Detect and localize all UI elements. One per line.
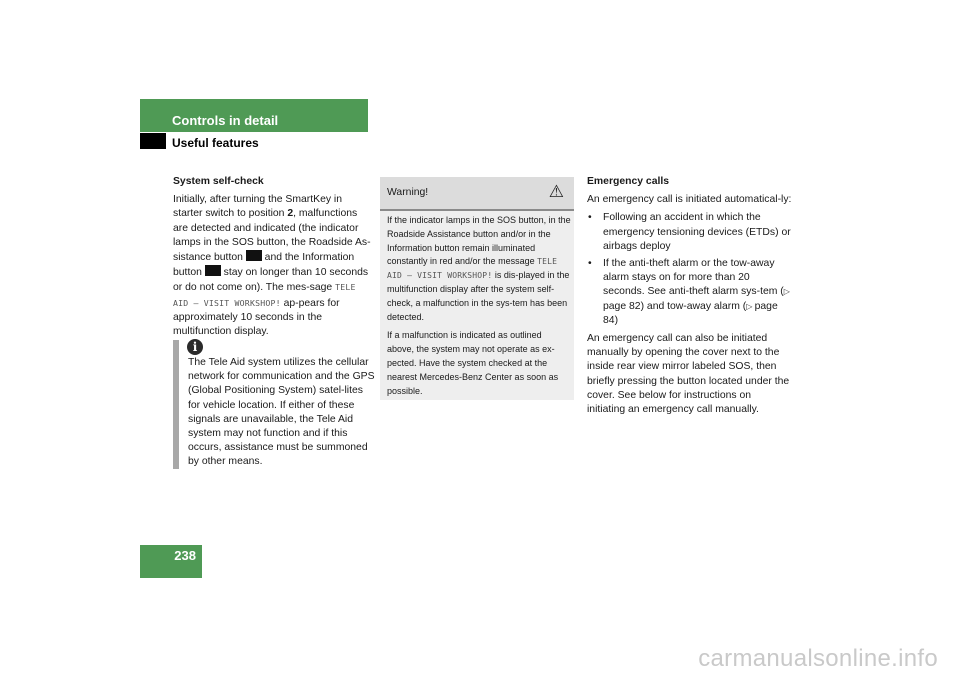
emergency-intro: An emergency call is initiated automatical-ly: <box>587 194 792 206</box>
warning-divider <box>380 209 574 211</box>
page-ref-link[interactable]: page 82 <box>603 300 641 312</box>
self-check-paragraph: Initially, after turning the SmartKey in starter switch to position 2, malfunctions are detected and indicated (the indicator lamps in the SOS button, the Roadside As-sistance button and the Information button stay on longer than 10 seconds or do not come on). The mes-sage TELE AID – VISIT WORKSHOP! ap-pears for approximately 10 seconds in the multifunction display. <box>173 194 371 338</box>
info-note <box>173 337 373 469</box>
page-number: 238 <box>174 548 196 563</box>
emergency-list <box>587 211 792 328</box>
list-item: • If the anti-theft alarm or the tow-away alarm stays on for more than 20 seconds. See anti-theft alarm sys-tem (▷ page 82) and tow-away alarm (▷ page 84) <box>588 258 790 326</box>
watermark: carmanualsonline.info <box>698 645 938 672</box>
roadside-assistance-button-icon <box>246 250 262 261</box>
display-message: TELE AID – VISIT WORKSHOP! <box>173 282 356 308</box>
information-button-icon <box>205 265 221 276</box>
emergency-calls-heading: Emergency calls <box>587 176 670 187</box>
warning-paragraph-2: If a malfunction is indicated as outlined above, the system may not operate as ex-pected. Have the system checked at the nearest Mercedes-Benz Center as soon as possible. <box>387 330 559 396</box>
page-ref-arrow-icon: ▷ <box>783 287 790 297</box>
display-message: TELE AID – VISIT WORKSHOP! <box>387 257 558 281</box>
warning-box <box>380 177 574 400</box>
system-self-check-heading: System self-check <box>173 176 264 187</box>
note-bar <box>173 340 179 469</box>
subsection-marker <box>140 133 166 149</box>
section-title: Controls in detail <box>172 113 279 128</box>
warning-title: Warning! <box>387 187 429 198</box>
warning-triangle-icon: ⚠ <box>548 182 564 201</box>
manual-call-paragraph: An emergency call can also be initiated manually by opening the cover next to the inside rear view mirror labeled SOS, then briefly pressing the button located under the cover. See below for instructions on initiating an emergency call manually. <box>587 333 790 416</box>
section-subtitle: Useful features <box>172 136 259 150</box>
right-column <box>587 175 792 421</box>
info-icon: i <box>187 339 203 355</box>
warning-header <box>380 177 574 209</box>
warning-body <box>387 214 571 403</box>
page-number-box <box>140 545 202 578</box>
warning-paragraph-1: If the indicator lamps in the SOS button, in the Roadside Assistance button and/or in the Information button remain illuminated constantly in red and/or the message TELE AID – VISIT WORKSHOP! is dis-played in the multifunction display after the system self-check, a malfunction in the sys-tem has been detected. <box>387 215 571 322</box>
left-column <box>173 175 373 343</box>
page-ref-link[interactable]: page 84 <box>603 300 778 326</box>
info-note-text: The Tele Aid system utilizes the cellular network for communication and the GPS (Global Positioning System) satel-lites for vehicle location. If either of these signals are unavailable, the Tele Aid system may not function and if this occurs, assistance must be summoned by other means. <box>188 357 375 468</box>
page-ref-arrow-icon: ▷ <box>746 301 755 311</box>
list-item: • Following an accident in which the emergency tensioning devices (ETDs) or airbags deploy <box>588 212 791 252</box>
